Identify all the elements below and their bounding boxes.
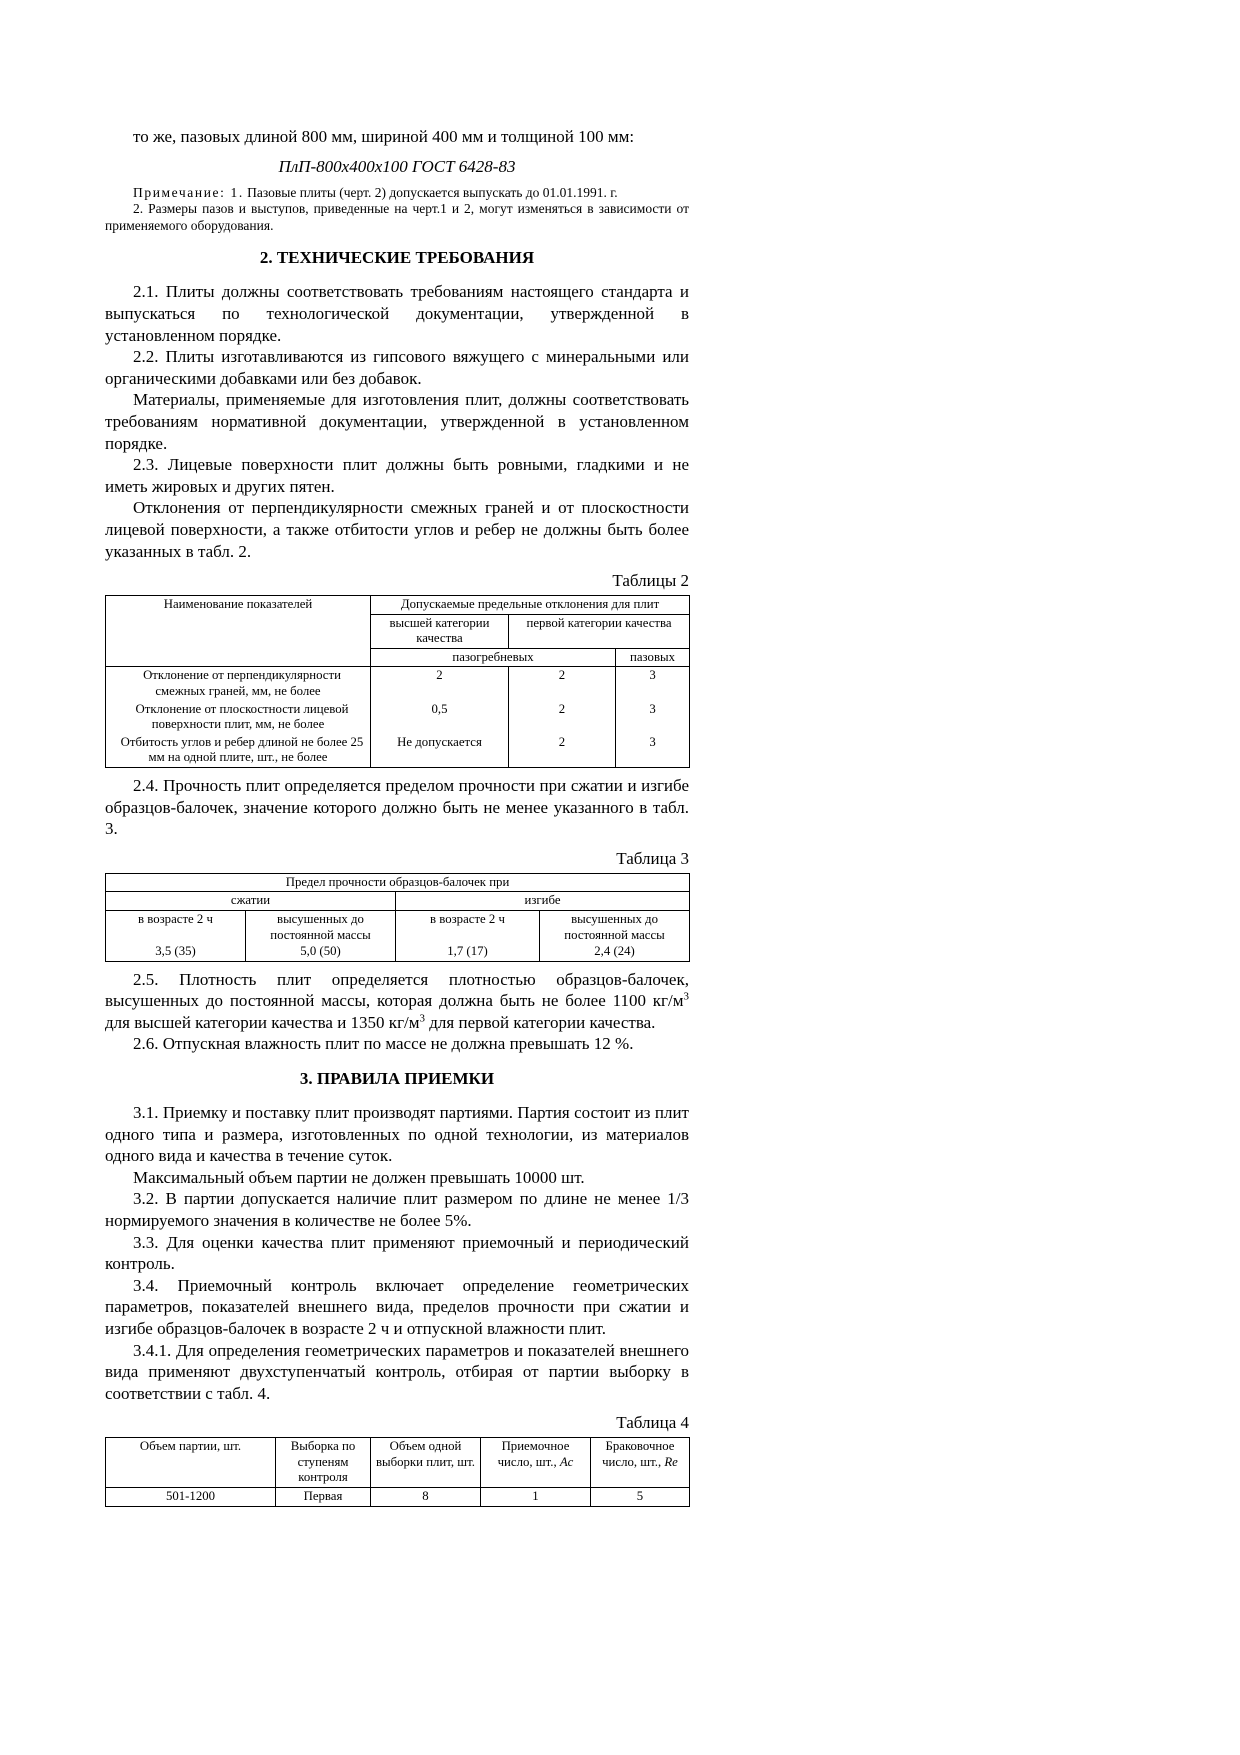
table-4-header-text: Объем одной выборки плит, шт. xyxy=(375,1439,475,1469)
table-3-label-age-bending: в возрасте 2 ч xyxy=(430,912,505,926)
paragraph-2-1: 2.1. Плиты должны соответствовать требованиям настоящего стандарта и выпускаться по технологической документации, утвержденной в установленном порядке. xyxy=(105,282,689,345)
table-4-header-text: Браковочное число, шт., xyxy=(602,1439,675,1469)
table-2-row-2-value-2: 2 xyxy=(509,701,616,734)
section-2-title: 2. ТЕХНИЧЕСКИЕ ТРЕБОВАНИЯ xyxy=(259,248,535,268)
table-4-header-text: Объем партии, шт. xyxy=(139,1439,242,1454)
table-3-value-dried-compression: 5,0 (50) xyxy=(300,944,341,958)
table-3-value-dried-bending: 2,4 (24) xyxy=(594,944,635,958)
table-3-title-row xyxy=(106,873,690,892)
paragraph-3-4-1: 3.4.1. Для определения геометрических параметров и показателей внешнего вида применяют двухступенчатый контроль, отбирая от партии выборку в соответствии с табл. 4. xyxy=(105,1340,689,1403)
document-content xyxy=(105,126,689,1514)
table-2-header-highest-category: высшей категории качества xyxy=(371,614,509,648)
table-3 xyxy=(105,873,690,962)
notes-block xyxy=(105,185,689,235)
table-4-header-symbol: Ac xyxy=(559,1454,574,1469)
table-4-header-row xyxy=(106,1438,690,1488)
table-4-header-text: Приемочное число, шт., xyxy=(497,1439,570,1469)
table-3-caption: Таблица 3 xyxy=(616,848,689,868)
table-3-group-row xyxy=(106,892,690,911)
table-4-header-sampling-stage xyxy=(276,1438,371,1488)
table-3-cell-4 xyxy=(540,911,690,962)
paragraph-2-4: 2.4. Прочность плит определяется пределом прочности при сжатии и изгибе образцов-балочек, значение которого должно быть не менее указанного в табл. 3. xyxy=(105,776,689,839)
table-2-row-3-value-3: 3 xyxy=(616,734,690,768)
table-3-value-age-bending: 1,7 (17) xyxy=(447,944,488,958)
table-4-row-1-acceptance: 1 xyxy=(481,1488,591,1507)
table-2-row-2-name: Отклонение от плоскостности лицевой поверхности плит, мм, не более xyxy=(106,701,371,734)
table-2-row-1-name: Отклонение от перпендикулярности смежных граней, мм, не более xyxy=(106,667,371,701)
intro-line: то же, пазовых длиной 800 мм, шириной 400 мм и толщиной 100 мм: xyxy=(133,127,635,146)
table-4-header-rejection-number xyxy=(591,1438,690,1488)
table-2-row-1-value-3: 3 xyxy=(616,667,690,701)
note-item-2: 2. Размеры пазов и выступов, приведенные на черт.1 и 2, могут изменяться в зависимости от применяемого оборудования. xyxy=(105,201,689,233)
table-row xyxy=(106,734,690,768)
paragraph-2-2: 2.2. Плиты изготавливаются из гипсового вяжущего с минеральными или органическими добавками или без добавок. xyxy=(105,347,689,388)
paragraph-3-2: 3.2. В партии допускается наличие плит размером по длине не менее 1/3 нормируемого значения в количестве не более 5%. xyxy=(105,1189,689,1230)
table-4-header-sample-volume xyxy=(371,1438,481,1488)
table-2-header-first-category: первой категории качества xyxy=(509,614,690,648)
paragraph-2-3: 2.3. Лицевые поверхности плит должны быть ровными, гладкими и не иметь жировых и других пятен. xyxy=(105,455,689,496)
table-3-title: Предел прочности образцов-балочек при xyxy=(106,873,690,892)
table-4-caption: Таблица 4 xyxy=(616,1413,689,1433)
paragraph-2-6: 2.6. Отпускная влажность плит по массе не должна превышать 12 %. xyxy=(133,1034,634,1054)
note-item-1-text: Пазовые плиты (черт. 2) допускается выпускать до 01.01.1991. г. xyxy=(243,184,618,200)
table-3-bending-header: изгибе xyxy=(396,892,690,911)
table-3-cell-2 xyxy=(246,911,396,962)
table-2-header-groove: пазовых xyxy=(616,648,690,667)
table-4-row-1-rejection: 5 xyxy=(591,1488,690,1507)
plate-designation: ПлП-800х400х100 ГОСТ 6428-83 xyxy=(278,156,516,176)
table-3-label-age-compression: в возрасте 2 ч xyxy=(138,912,213,926)
table-row xyxy=(106,701,690,734)
table-2-row-2-value-3: 3 xyxy=(616,701,690,734)
table-3-label-dried-compression: высушенных до постоянной массы xyxy=(270,912,371,942)
table-4-row-1-sample-volume: 8 xyxy=(371,1488,481,1507)
table-2 xyxy=(105,595,690,768)
table-row xyxy=(106,1488,690,1507)
table-2-row-3-value-1: Не допускается xyxy=(371,734,509,768)
paragraph-2-5 xyxy=(105,969,689,1034)
table-4 xyxy=(105,1437,690,1506)
table-4-header-symbol: Re xyxy=(664,1454,678,1469)
table-row xyxy=(106,667,690,701)
table-2-caption: Таблицы 2 xyxy=(612,571,689,591)
table-4-row-1-lot-volume: 501-1200 xyxy=(106,1488,276,1507)
superscript-3: 3 xyxy=(683,990,689,1003)
paragraph-2-5-part-1: 2.5. Плотность плит определяется плотностью образцов-балочек, высушенных до постоянной массы, которая должна быть не более 1100 кг/м xyxy=(105,969,689,1011)
paragraph-3-4: 3.4. Приемочный контроль включает определение геометрических параметров, показателей внешнего вида, пределов прочности при сжатии и изгибе образцов-балочек в возрасте 2 ч и отпускной влажности плит. xyxy=(105,1275,689,1338)
table-3-label-dried-bending: высушенных до постоянной массы xyxy=(564,912,665,942)
paragraph-3-1: 3.1. Приемку и поставку плит производят партиями. Партия состоит из плит одного типа и размера, изготовленных по одной технологии, из материалов одного вида и качества в течение суток. xyxy=(105,1102,689,1166)
paragraph-2-5-part-2: для высшей категории качества и 1350 кг/м xyxy=(105,1012,420,1032)
paragraph-2-5-part-3: для первой категории качества. xyxy=(425,1012,656,1032)
note-item-1 xyxy=(105,185,689,202)
paragraph-2-2-materials: Материалы, применяемые для изготовления плит, должны соответствовать требованиям нормативной документации, утвержденной в установленном порядке. xyxy=(105,390,689,453)
table-2-row-1-value-2: 2 xyxy=(509,667,616,701)
paragraph-2-3-deviations: Отклонения от перпендикулярности смежных граней и от плоскостности лицевой поверхности, а также отбитости углов и ребер не должны быть более указанных в табл. 2. xyxy=(105,498,689,561)
paragraph-3-3: 3.3. Для оценки качества плит применяют приемочный и периодический контроль. xyxy=(105,1232,689,1274)
table-4-row-1-stage: Первая xyxy=(276,1488,371,1507)
table-4-header-acceptance-number xyxy=(481,1438,591,1488)
table-2-header-tolerances: Допускаемые предельные отклонения для плит xyxy=(371,596,690,615)
table-2-header-row-1 xyxy=(106,596,690,615)
table-3-cell-1 xyxy=(106,911,246,962)
table-2-header-tongue-groove: пазогребневых xyxy=(371,648,616,667)
table-3-values-row xyxy=(106,911,690,962)
table-3-value-age-compression: 3,5 (35) xyxy=(155,944,196,958)
table-2-row-3-name: Отбитость углов и ребер длиной не более 25 мм на одной плите, шт., не более xyxy=(106,734,371,768)
table-2-header-name: Наименование показателей xyxy=(106,596,371,667)
table-3-compression-header: сжатии xyxy=(106,892,396,911)
table-2-row-3-value-2: 2 xyxy=(509,734,616,768)
table-2-row-1-value-1: 2 xyxy=(371,667,509,701)
note-label: Примечание: 1. xyxy=(133,184,244,200)
table-4-header-text: Выборка по ступеням контроля xyxy=(290,1439,356,1485)
table-2-row-2-value-1: 0,5 xyxy=(371,701,509,734)
superscript-3: 3 xyxy=(419,1012,426,1025)
table-3-cell-3 xyxy=(396,911,540,962)
paragraph-3-1-max-volume: Максимальный объем партии не должен превышать 10000 шт. xyxy=(133,1167,585,1187)
section-3-title: 3. ПРАВИЛА ПРИЕМКИ xyxy=(299,1068,495,1088)
table-4-header-lot-volume xyxy=(106,1438,276,1488)
